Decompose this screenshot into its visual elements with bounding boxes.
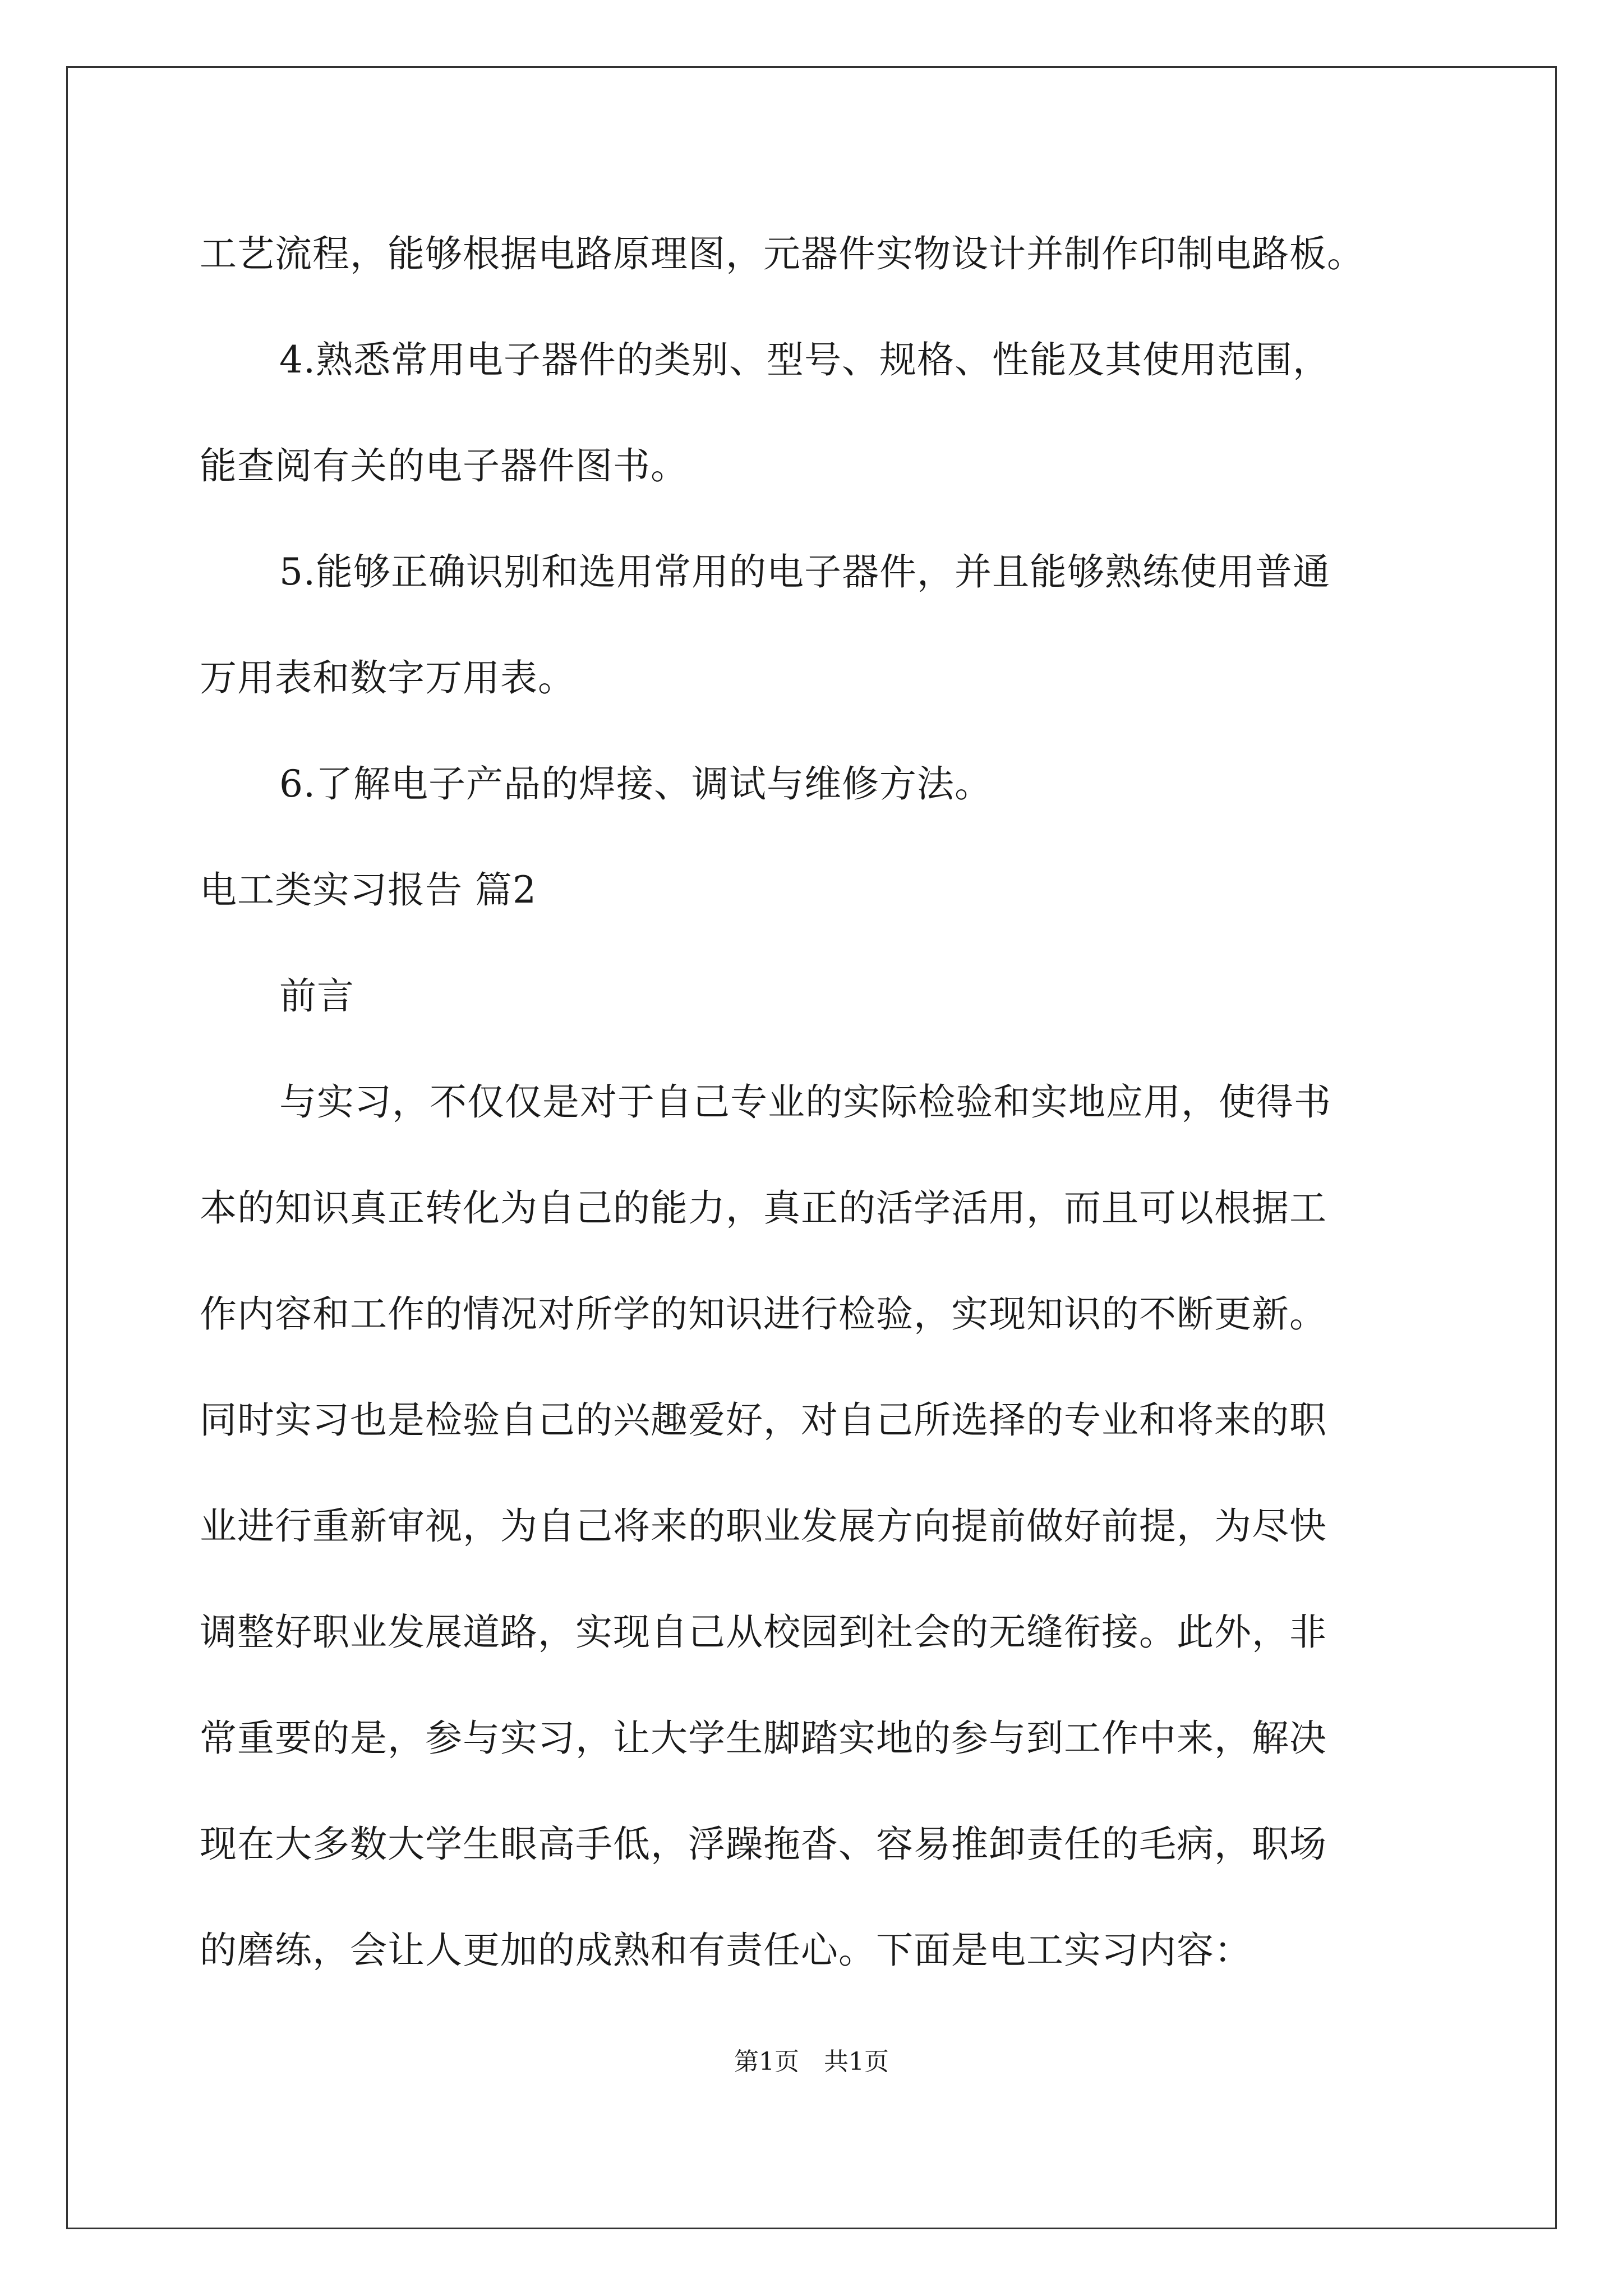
- paragraph-line: 的磨练，会让人更加的成熟和有责任心。下面是电工实习内容：: [200, 1929, 1252, 1972]
- list-item-5: 5.能够正确识别和选用常用的电子器件，并且能够熟练使用普通: [279, 550, 1330, 593]
- page-border: [66, 66, 1557, 2229]
- paragraph-line: 调整好职业发展道路，实现自己从校园到社会的无缝衔接。此外，非: [200, 1611, 1327, 1654]
- paragraph-line: 能查阅有关的电子器件图书。: [200, 444, 688, 487]
- list-item-6: 6.了解电子产品的焊接、调试与维修方法。: [279, 762, 992, 806]
- paragraph-line: 工艺流程，能够根据电路原理图，元器件实物设计并制作印制电路板。: [200, 232, 1364, 275]
- page-number: 第1页 共1页: [734, 2047, 889, 2076]
- paragraph-line: 作内容和工作的情况对所学的知识进行检验，实现知识的不断更新。: [200, 1292, 1327, 1336]
- section-heading: 电工类实习报告 篇2: [200, 868, 537, 912]
- paragraph-line: 同时实习也是检验自己的兴趣爱好，对自己所选择的专业和将来的职: [200, 1398, 1327, 1442]
- paragraph-line: 业进行重新审视，为自己将来的职业发展方向提前做好前提，为尽快: [200, 1504, 1327, 1548]
- subsection-heading: 前言: [279, 974, 354, 1018]
- paragraph-line: 常重要的是，参与实习，让大学生脚踏实地的参与到工作中来，解决: [200, 1717, 1327, 1760]
- paragraph-line: 本的知识真正转化为自己的能力，真正的活学活用，而且可以根据工: [200, 1186, 1327, 1230]
- paragraph-line: 与实习，不仅仅是对于自己专业的实际检验和实地应用，使得书: [279, 1080, 1331, 1124]
- list-item-4: 4.熟悉常用电子器件的类别、型号、规格、性能及其使用范围，: [279, 338, 1330, 381]
- paragraph-line: 万用表和数字万用表。: [200, 656, 575, 700]
- paragraph-line: 现在大多数大学生眼高手低，浮躁拖沓、容易推卸责任的毛病，职场: [200, 1823, 1327, 1866]
